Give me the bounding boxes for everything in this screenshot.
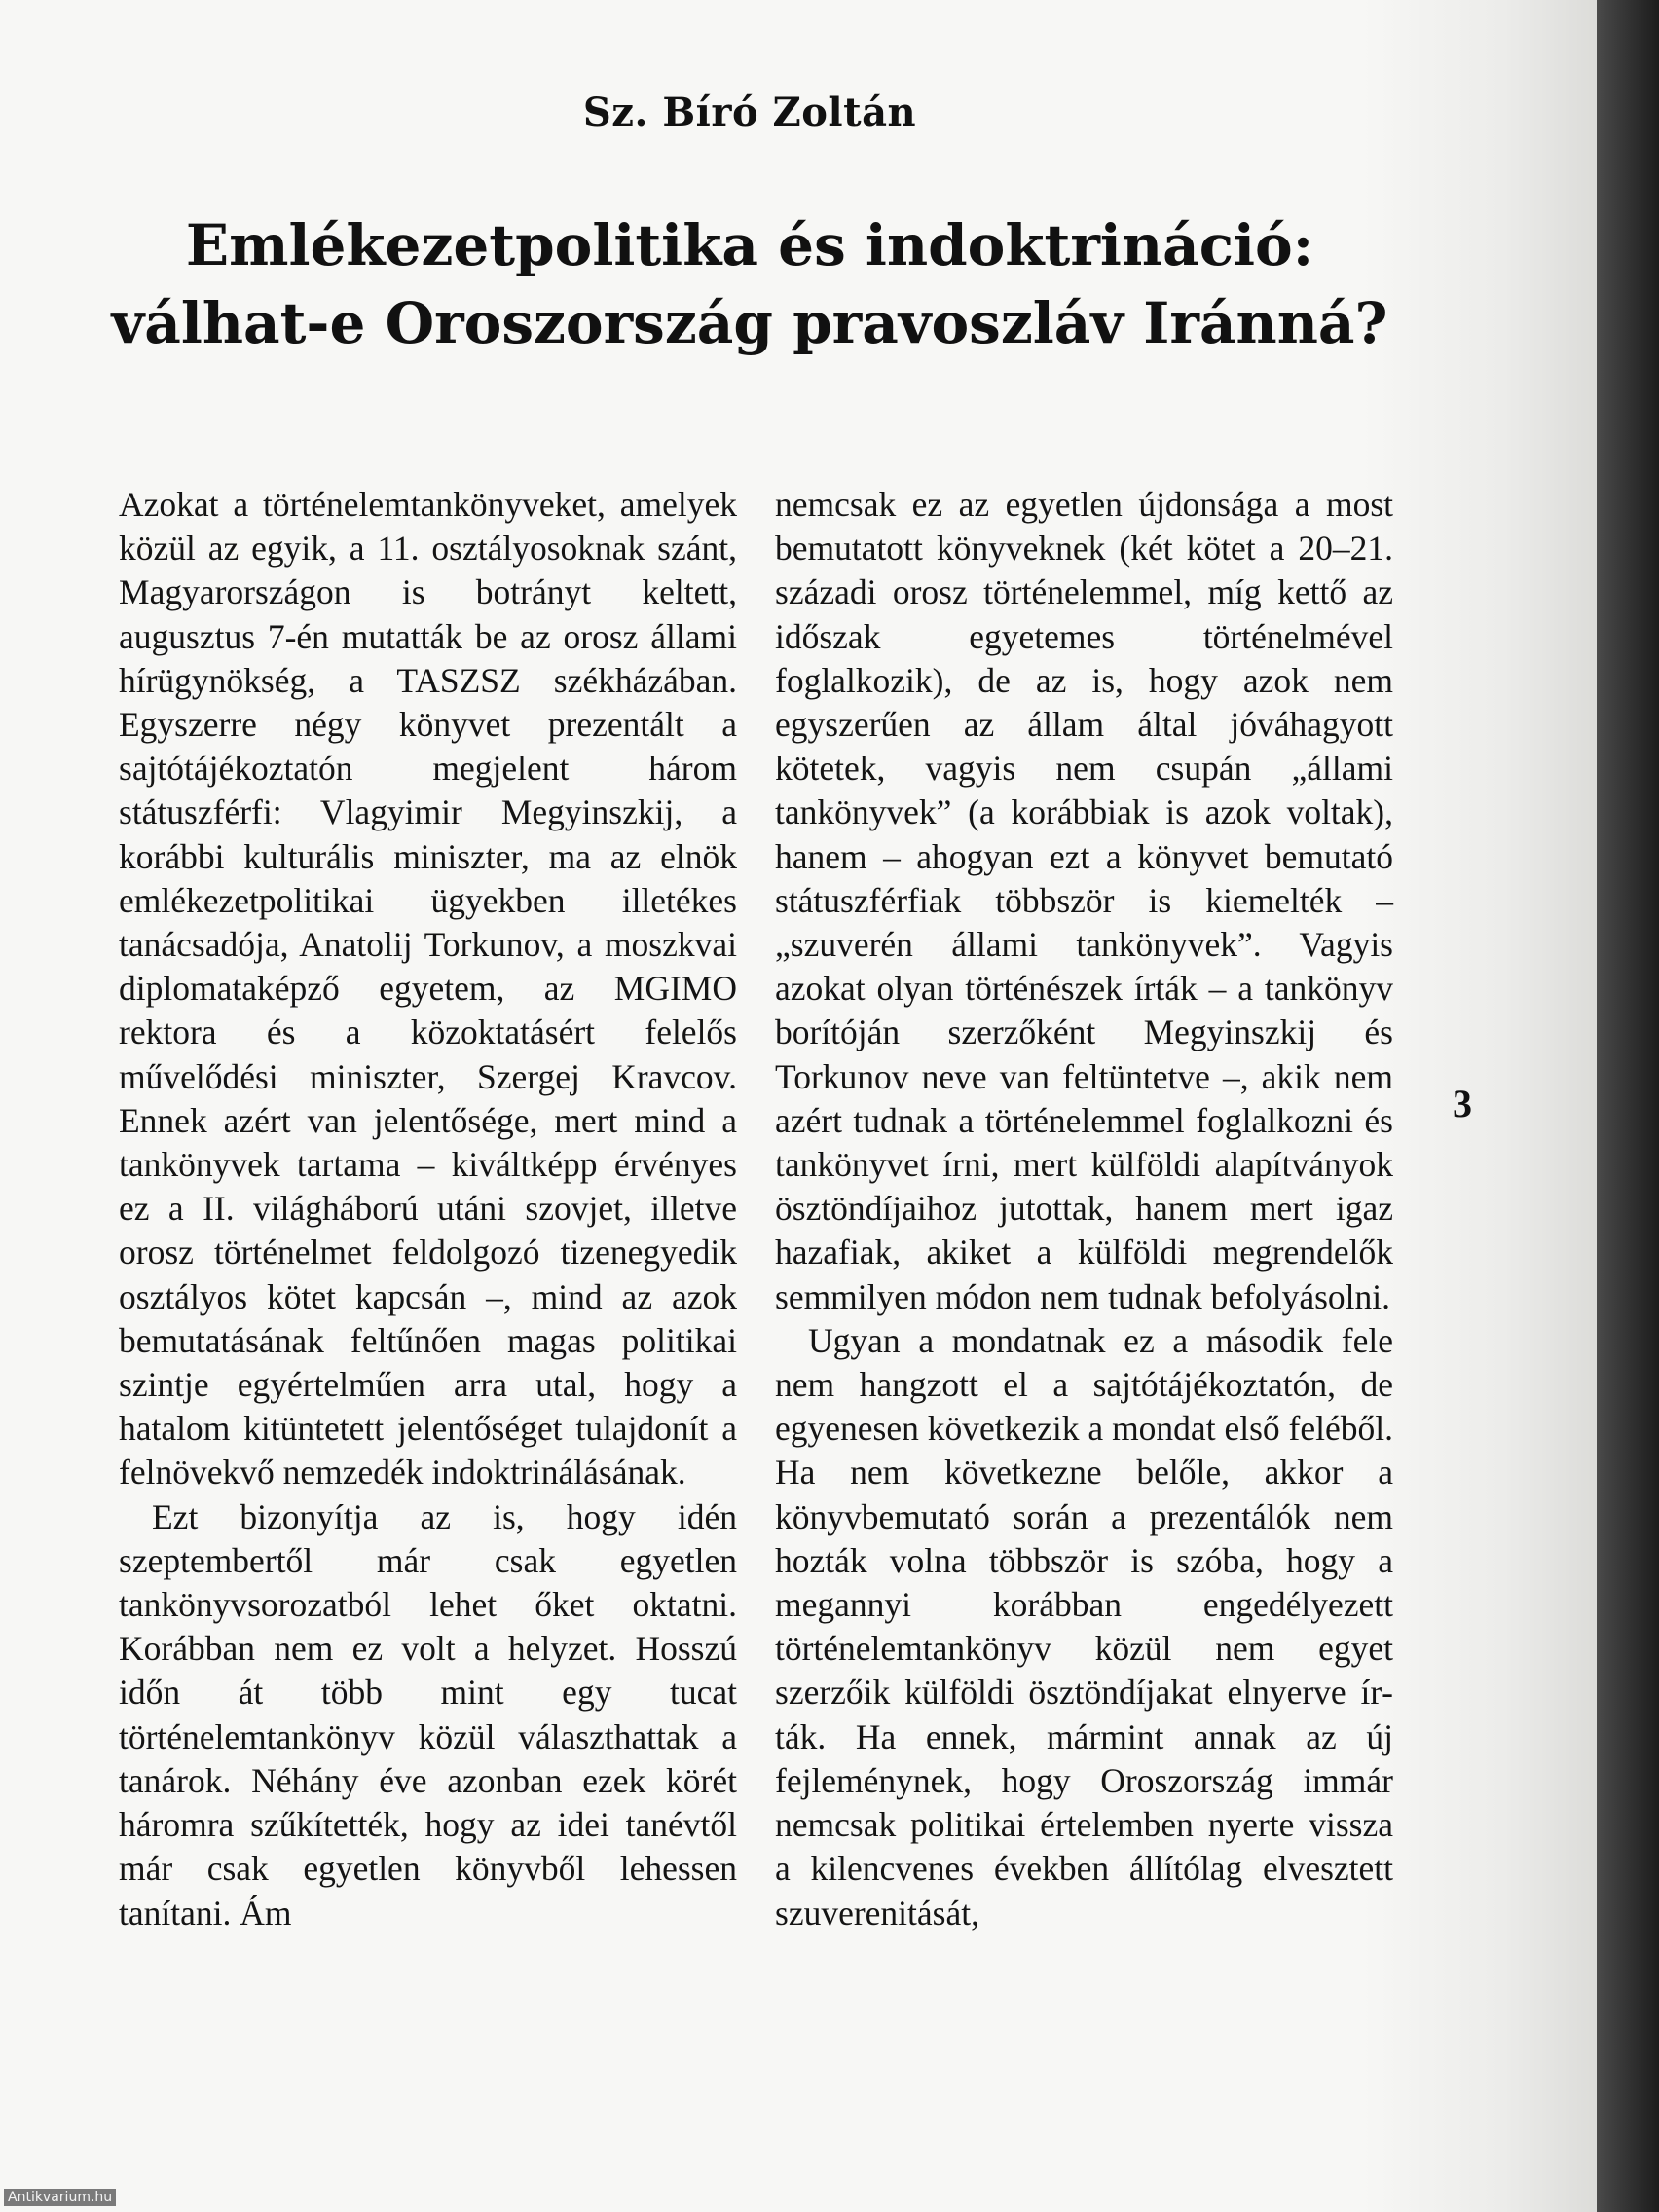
page-edge-shadow [1597, 0, 1659, 2212]
text-column-left [119, 483, 737, 1936]
text-column-right [775, 483, 1393, 1936]
paragraph: Azokat a történelemtankönyveket, amelyek közül az egyik, a 11. osztályosoknak szánt, Magyarországon is botrányt keltett, augusztus 7-én mutatták be az orosz állami hírügynökség, a TASZSZ székházában. Egyszerre négy könyvet prezentált a sajtótájékoztatón megjelent három státuszférfi: Vlagyimir Megyinszkij, a korábbi kulturális miniszter, ma az elnök emlékezetpolitikai ügyekben illetékes tanácsadója, Anatolij Torkunov, a moszkvai diplomataképző egyetem, az MGIMO rektora és a közoktatásért felelős művelődési miniszter, Szergej Kravcov. Ennek azért van jelentősége, mert mind a tankönyvek tartama – kiváltképp érvényes ez a II. világháború utáni szovjet, illetve orosz történelmet feldolgozó tizenegyedik osztályos kötet kapcsán –, mind az azok bemutatásának feltűnően magas politikai szintje egyértelműen arra utal, hogy a hatalom kitüntetett jelentőséget tulajdonít a felnövekvő nemzedék indoktrinálásának. [119, 485, 737, 1493]
watermark: Antikvarium.hu [4, 2189, 116, 2206]
page-number: 3 [1453, 1082, 1472, 1125]
paragraph: nemcsak ez az egyetlen újdonsága a most bemutatott könyveknek (két kötet a 20–21. századi orosz történelemmel, míg kettő az időszak egyetemes történelmével foglalkozik), de az is, hogy azok nem egyszerűen az állam által jóváhagyott kötetek, vagyis nem csupán „állami tankönyvek” (a korábbiak is azok voltak), hanem – ahogyan ezt a könyvet bemutató státuszférfiak többször is kiemelték – „szuverén állami tankönyvek”. Vagyis azokat olyan történészek írták – a tankönyv borítóján szerzőként Megyinszkij és Torkunov neve van feltüntetve –, akik nem azért tudnak a történelemmel foglalkozni és tankönyvet írni, mert külföldi alapítványok ösztöndíjaihoz jutottak, hanem mert igaz hazafiak, akiket a külföldi megrendelők semmilyen módon nem tudnak befolyásolni. [775, 485, 1393, 1316]
article-author: Sz. Bíró Zoltán [582, 90, 917, 135]
paragraph: Ezt bizonyítja az is, hogy idén szeptembertől már csak egyetlen tankönyvsorozatból lehet őket oktatni. Korábban nem ez volt a helyzet. Hosszú időn át több mint egy tucat történelemtankönyv közül választhattak a tanárok. Néhány éve azonban ezek körét háromra szűkítették, hogy az idei tanévtől már csak egyetlen könyvből lehessen tanítani. Ám [119, 1496, 737, 1933]
article-title: Emlékezetpolitika és indoktrináció: válhat-e Oroszország pravoszláv Iránná? [111, 212, 1388, 356]
paragraph: Ugyan a mondatnak ez a második fele nem hangzott el a sajtótájékoztatón, de egyenesen következik a mondat első feléből. Ha nem következne belőle, akkor a könyvbemutató során a prezentálók nem hozták volna többször is szóba, hogy a megannyi korábban engedélyezett történelemtankönyv közül nem egyet szerzőik külföldi ösztöndíjakat elnyerve írták. Ha ennek, mármint annak az új fejleménynek, hogy Oroszország immár nemcsak politikai értelemben nyerte vissza a kilencvenes években állítólag elvesztett szuverenitását, [775, 1320, 1393, 1933]
show-through-edge [1363, 0, 1597, 2212]
